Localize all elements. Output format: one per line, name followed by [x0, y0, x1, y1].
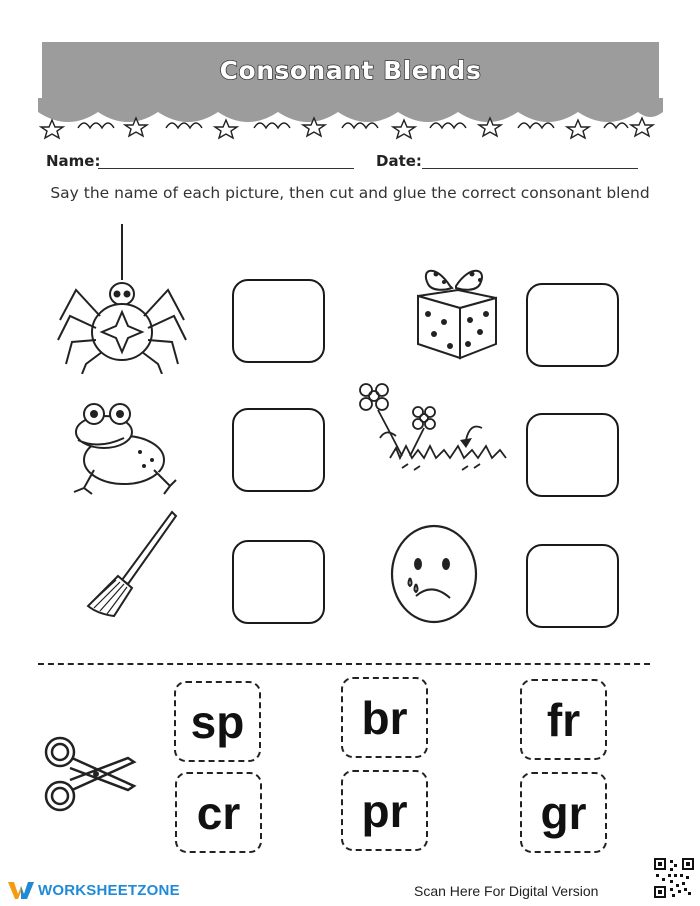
answer-box-frog[interactable]: [232, 408, 325, 492]
frog-icon: [64, 400, 178, 496]
answer-box-spider[interactable]: [232, 279, 325, 363]
worksheetzone-logo[interactable]: [8, 880, 180, 900]
crying-face-icon: [388, 522, 480, 626]
page-title: Consonant Blends: [219, 56, 482, 85]
grass-icon: [350, 380, 508, 476]
name-line[interactable]: [98, 168, 354, 169]
answer-box-crying-face[interactable]: [526, 544, 619, 628]
scissors-icon: [40, 734, 140, 814]
qr-code-icon[interactable]: [654, 858, 694, 898]
spider-icon: [56, 224, 188, 374]
gift-icon: [410, 262, 500, 360]
blend-card-sp[interactable]: sp: [174, 681, 261, 762]
date-line[interactable]: [422, 168, 638, 169]
w-logo-icon: [8, 880, 34, 900]
name-label: Name:: [46, 152, 101, 170]
instructions-text: Say the name of each picture, then cut and glue the correct consonant blend: [50, 184, 650, 202]
date-label: Date:: [376, 152, 422, 170]
blend-card-gr[interactable]: gr: [520, 772, 607, 853]
brand-name: WORKSHEETZONE: [38, 881, 180, 899]
blend-card-fr[interactable]: fr: [520, 679, 607, 760]
star-border-decoration: [38, 98, 663, 140]
answer-box-grass[interactable]: [526, 413, 619, 497]
blend-card-br[interactable]: br: [341, 677, 428, 758]
blend-card-pr[interactable]: pr: [341, 770, 428, 851]
scan-text: Scan Here For Digital Version: [414, 883, 599, 899]
broom-icon: [84, 510, 180, 620]
answer-box-gift[interactable]: [526, 283, 619, 367]
cut-line: [38, 663, 650, 665]
answer-box-broom[interactable]: [232, 540, 325, 624]
blend-card-cr[interactable]: cr: [175, 772, 262, 853]
